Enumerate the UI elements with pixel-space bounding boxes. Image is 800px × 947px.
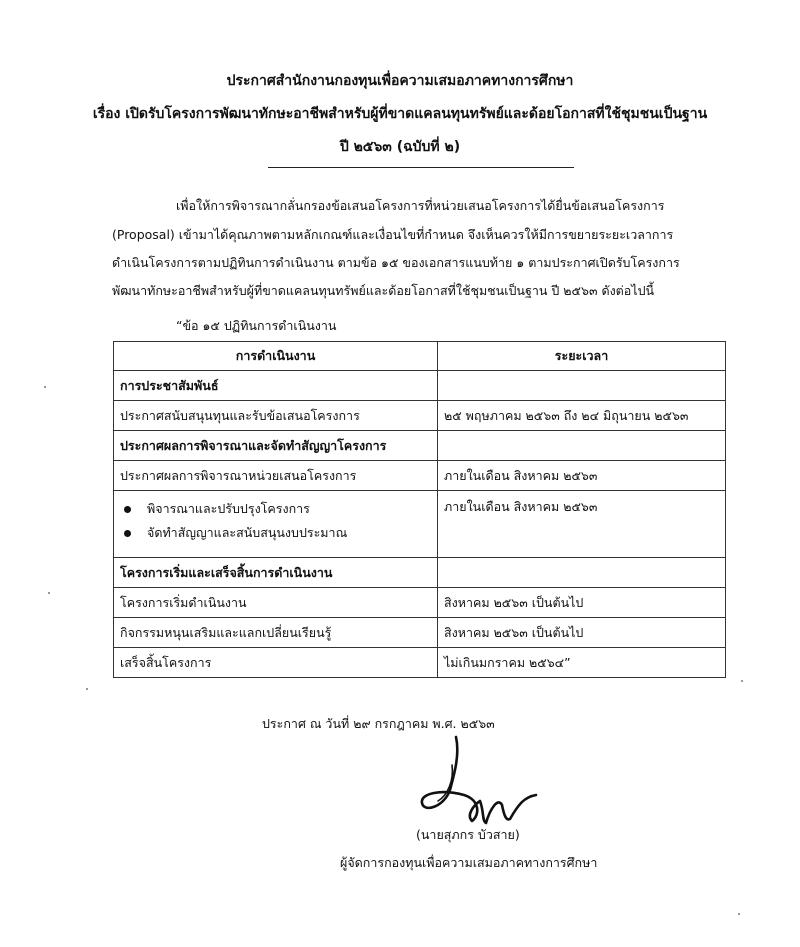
announcement-title: ประกาศสำนักงานกองทุนเพื่อความเสมอภาคทางการศึกษา xyxy=(226,73,574,89)
period-cell: ภายในเดือน สิงหาคม ๒๕๖๓ xyxy=(438,491,726,558)
table-row xyxy=(114,491,726,558)
table-row xyxy=(114,461,726,491)
schedule-table xyxy=(113,341,726,678)
period-cell xyxy=(438,431,726,461)
signatory-position: ผู้จัดการกองทุนเพื่อความเสมอภาคทางการศึกษา xyxy=(340,855,598,870)
period-cell xyxy=(438,371,726,401)
table-intro: “ข้อ ๑๕ ปฏิทินการดำเนินงาน xyxy=(176,318,337,333)
table-row xyxy=(114,558,726,588)
header-period: ระยะเวลา xyxy=(438,342,726,371)
table-row xyxy=(114,618,726,648)
period-cell: ๒๕ พฤษภาคม ๒๕๖๓ ถึง ๒๔ มิถุนายน ๒๕๖๓ xyxy=(438,401,726,431)
paragraph-line-2: (Proposal) เข้ามาได้คุณภาพตามหลักเกณฑ์และเงื่อนไขที่กำหนด จึงเห็นควรให้มีการขยายระยะเวลาการ xyxy=(112,227,674,242)
list-item xyxy=(120,521,431,545)
signatory-name: (นายสุภกร บัวสาย) xyxy=(416,827,520,842)
bullet-list-cell xyxy=(114,491,438,558)
activity-cell: เสร็จสิ้นโครงการ xyxy=(114,648,438,678)
announcement-year: ปี ๒๕๖๓ (ฉบับที่ ๒) xyxy=(339,139,461,155)
activity-cell: ประกาศสนับสนุนทุนและรับข้อเสนอโครงการ xyxy=(114,401,438,431)
handwritten-signature xyxy=(414,735,544,830)
section-heading: การประชาสัมพันธ์ xyxy=(114,371,438,401)
period-cell: ไม่เกินมกราคม ๒๕๖๔” xyxy=(438,648,726,678)
bullet-text: จัดทำสัญญาและสนับสนุนงบประมาณ xyxy=(147,525,348,540)
paragraph-line-4: พัฒนาทักษะอาชีพสำหรับผู้ที่ขาดแคลนทุนทรัพย์และด้อยโอกาสที่ใช้ชุมชนเป็นฐาน ปี ๒๕๖๓ ดังต่อไปนี้ xyxy=(112,283,655,298)
activity-cell: กิจกรรมหนุนเสริมและแลกเปลี่ยนเรียนรู้ xyxy=(114,618,438,648)
paragraph-line-3: ดำเนินโครงการตามปฏิทินการดำเนินงาน ตามข้อ ๑๕ ของเอกสารแนบท้าย ๑ ตามประกาศเปิดรับโครงการ xyxy=(112,255,680,270)
table-row xyxy=(114,648,726,678)
period-cell: สิงหาคม ๒๕๖๓ เป็นต้นไป xyxy=(438,588,726,618)
scan-speck xyxy=(86,688,88,690)
activity-cell: ประกาศผลการพิจารณาหน่วยเสนอโครงการ xyxy=(114,461,438,491)
table-header-row xyxy=(114,342,726,371)
table-row xyxy=(114,431,726,461)
title-divider xyxy=(268,167,574,168)
activity-cell: โครงการเริ่มดำเนินงาน xyxy=(114,588,438,618)
table-row xyxy=(114,401,726,431)
bullet-icon xyxy=(124,506,131,513)
table-row xyxy=(114,371,726,401)
period-cell xyxy=(438,558,726,588)
announcement-subject: เรื่อง เปิดรับโครงการพัฒนาทักษะอาชีพสำหรับผู้ที่ขาดแคลนทุนทรัพย์และด้อยโอกาสที่ใช้ชุมชนเป็นฐาน xyxy=(92,106,708,122)
scan-speck xyxy=(741,680,743,682)
section-heading: ประกาศผลการพิจารณาและจัดทำสัญญาโครงการ xyxy=(114,431,438,461)
header-activity: การดำเนินงาน xyxy=(114,342,438,371)
bullet-icon xyxy=(124,530,131,537)
scan-speck xyxy=(44,386,46,388)
period-cell: สิงหาคม ๒๕๖๓ เป็นต้นไป xyxy=(438,618,726,648)
bullet-text: พิจารณาและปรับปรุงโครงการ xyxy=(147,501,310,516)
table-row xyxy=(114,588,726,618)
paragraph-line-1: เพื่อให้การพิจารณากลั่นกรองข้อเสนอโครงการที่หน่วยเสนอโครงการได้ยื่นข้อเสนอโครงการ xyxy=(176,198,665,213)
scan-speck xyxy=(48,592,50,594)
section-heading: โครงการเริ่มและเสร็จสิ้นการดำเนินงาน xyxy=(114,558,438,588)
scan-speck xyxy=(738,913,740,915)
list-item xyxy=(120,497,431,521)
announcement-date: ประกาศ ณ วันที่ ๒๙ กรกฎาคม พ.ศ. ๒๕๖๓ xyxy=(262,716,495,731)
period-cell: ภายในเดือน สิงหาคม ๒๕๖๓ xyxy=(438,461,726,491)
